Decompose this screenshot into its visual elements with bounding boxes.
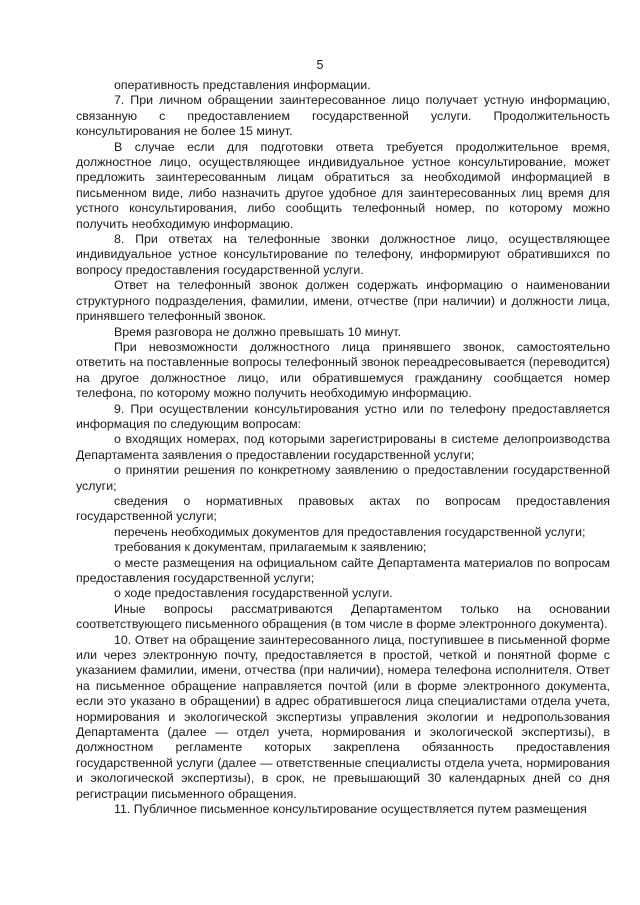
list-item: о ходе предоставления государственной услуги. xyxy=(114,586,393,601)
list-item: о принятии решения по конкретному заявлению о предоставлении государственной услуги; xyxy=(76,463,610,493)
paragraph: При невозможности должностного лица принявшего звонок, самостоятельно ответить на поставленные вопросы телефонный звонок переадресовывается (переводится) на другое должностное лицо, или обратившемуся гражданину сообщается номер телефона, по которому можно получить необходимую информацию. xyxy=(76,339,610,401)
paragraph: Иные вопросы рассматриваются Департаментом только на основании соответствующего письменного обращения (в том числе в форме электронного документа). xyxy=(76,601,610,632)
paragraph: Время разговора не должно превышать 10 минут. xyxy=(114,324,402,339)
paragraph: 7. При личном обращении заинтересованное лицо получает устную информацию, связанную с предоставлением государственной услуги. Продолжительность консультирования не более 15 минут. xyxy=(76,93,610,139)
paragraph: 8. При ответах на телефонные звонки должностное лицо, осуществляющее индивидуальное устное консультирование по телефону, информируют обратившихся по вопросу предоставления государственной услуги. xyxy=(76,232,610,277)
list-item: перечень необходимых документов для предоставления государственной услуги; xyxy=(114,524,586,539)
paragraph: 10. Ответ на обращение заинтересованного лица, поступившее в письменной форме или через электронную почту, предоставляется в простой, четкой и понятной форме с указанием фамилии, имени, отчества (при наличии), номера телефона исполнителя. Ответ на письменное обращение направляется почтой (или в форме электронного документа, если это указано в обращении) в адрес обратившегося лица специалистами отдела учета, нормирования и экологической экспертизы управления экологии и недропользования Департамента (далее — отдел учета, нормирования и экологической экспертизы), в должностном регламенте которых закреплена обязанность предоставления государственной услуги (далее — ответственные специалисты отдела учета, нормирования и экологической экспертизы), в срок, не превышающий 30 календарных дней со дня регистрации письменного обращения. xyxy=(76,632,610,801)
list-item: требования к документам, прилагаемым к заявлению; xyxy=(114,540,427,555)
document-body xyxy=(76,78,610,818)
list-item: о месте размещения на официальном сайте Департамента материалов по вопросам предоставления государственной услуги; xyxy=(76,555,610,585)
paragraph: 9. При осуществлении консультирования устно или по телефону предоставляется информация по следующим вопросам: xyxy=(76,401,610,431)
list-item: сведения о нормативных правовых актах по вопросам предоставления государственной услуги; xyxy=(76,493,610,524)
paragraph: Ответ на телефонный звонок должен содержать информацию о наименовании структурного подразделения, фамилии, имени, отчестве (при наличии) и должности лица, принявшего телефонный звонок. xyxy=(76,278,610,324)
list-item: о входящих номерах, под которыми зарегистрированы в системе делопроизводства Департамента заявления о предоставлении государственной услуги; xyxy=(76,432,610,462)
paragraph: 11. Публичное письменное консультирование осуществляется путем размещения xyxy=(114,802,587,817)
page-number: 5 xyxy=(316,58,324,72)
paragraph: В случае если для подготовки ответа требуется продолжительное время, должностное лицо, осуществляющее индивидуальное устное консультирование, может предложить заинтересованным лицам обратиться за необходимой информацией в письменном виде, либо назначить другое удобное для заинтересованных лиц время для устного консультирования, либо сообщить телефонный номер, по которому можно получить необходимую информацию. xyxy=(76,139,610,231)
paragraph: оперативность представления информации. xyxy=(114,78,371,92)
